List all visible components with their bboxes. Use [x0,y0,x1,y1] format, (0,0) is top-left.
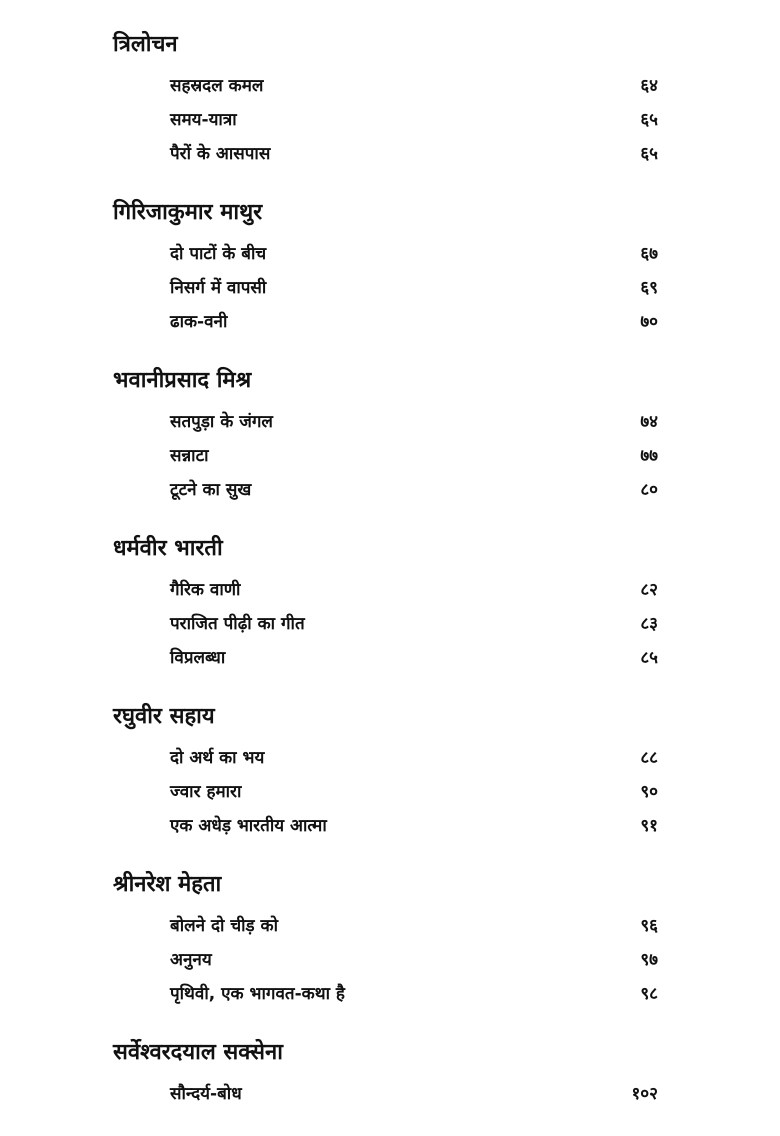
toc-entry [0,69,780,103]
poem-title: पैरों के आसपास [170,144,271,164]
poet-heading: धर्मवीर भारती [113,536,223,561]
toc-entry [0,573,780,607]
page-number: ८० [640,480,658,500]
page-number: ९१ [640,816,658,836]
page-number: ७० [640,312,658,332]
poem-title: ढाक-वनी [170,312,228,332]
toc-entry [0,473,780,507]
toc-entry [0,305,780,339]
poem-title: ज्वार हमारा [170,782,242,802]
poem-title: टूटने का सुख [170,480,252,500]
poem-title: दो पाटों के बीच [170,244,267,264]
toc-section [0,364,780,507]
page-number: ६५ [640,144,658,164]
page-number: ८५ [640,648,658,668]
toc-entry [0,137,780,171]
page-number: १०२ [631,1084,658,1104]
poem-title: एक अधेड़ भारतीय आत्मा [170,816,327,836]
toc-entry [0,607,780,641]
toc-entry [0,103,780,137]
toc-entry [0,909,780,943]
toc-entry [0,977,780,1011]
page-number: ७७ [640,446,658,466]
poem-title: बोलने दो चीड़ को [170,916,279,936]
toc-entry [0,775,780,809]
poem-title: अनुनय [170,950,212,970]
toc-section [0,532,780,675]
poem-title: पराजित पीढ़ी का गीत [170,614,305,634]
toc-section [0,700,780,843]
poem-title: पृथिवी, एक भागवत-कथा है [170,984,345,1004]
poet-heading: सर्वेश्वरदयाल सक्सेना [113,1040,283,1065]
page-number: ९६ [640,916,658,936]
toc-section [0,868,780,1011]
toc-section [0,196,780,339]
poem-title: सन्नाटा [170,446,209,466]
page-number: ७४ [640,412,658,432]
poem-title: विप्रलब्धा [170,648,226,668]
page-number: ८३ [640,614,658,634]
poem-title: सहस्रदल कमल [170,76,264,96]
toc-entry [0,741,780,775]
toc-entry [0,439,780,473]
poem-title: सौन्दर्य-बोध [170,1084,242,1104]
page-number: ८२ [640,580,658,600]
toc-entry [0,641,780,675]
toc-entry [0,237,780,271]
toc-entry [0,1077,780,1111]
poem-title: निसर्ग में वापसी [170,278,267,298]
page-number: ९८ [640,984,658,1004]
toc-entry [0,943,780,977]
toc-entry [0,271,780,305]
page-number: ९० [640,782,658,802]
toc-section [0,1036,780,1111]
table-of-contents [0,28,780,1136]
page-number: ६७ [640,244,658,264]
page-number: ९७ [640,950,658,970]
poem-title: गैरिक वाणी [170,580,241,600]
page-number: ६९ [640,278,658,298]
poem-title: समय-यात्रा [170,110,237,130]
toc-section [0,28,780,171]
poem-title: दो अर्थ का भय [170,748,265,768]
poet-heading: भवानीप्रसाद मिश्र [113,368,252,393]
poet-heading: गिरिजाकुमार माथुर [113,200,263,225]
poet-heading: रघुवीर सहाय [113,704,215,729]
page-number: ६४ [640,76,658,96]
poet-heading: त्रिलोचन [113,32,178,57]
page-number: ६५ [640,110,658,130]
toc-entry [0,405,780,439]
poet-heading: श्रीनरेश मेहता [113,872,222,897]
toc-entry [0,809,780,843]
poem-title: सतपुड़ा के जंगल [170,412,273,432]
page-number: ८८ [640,748,658,768]
